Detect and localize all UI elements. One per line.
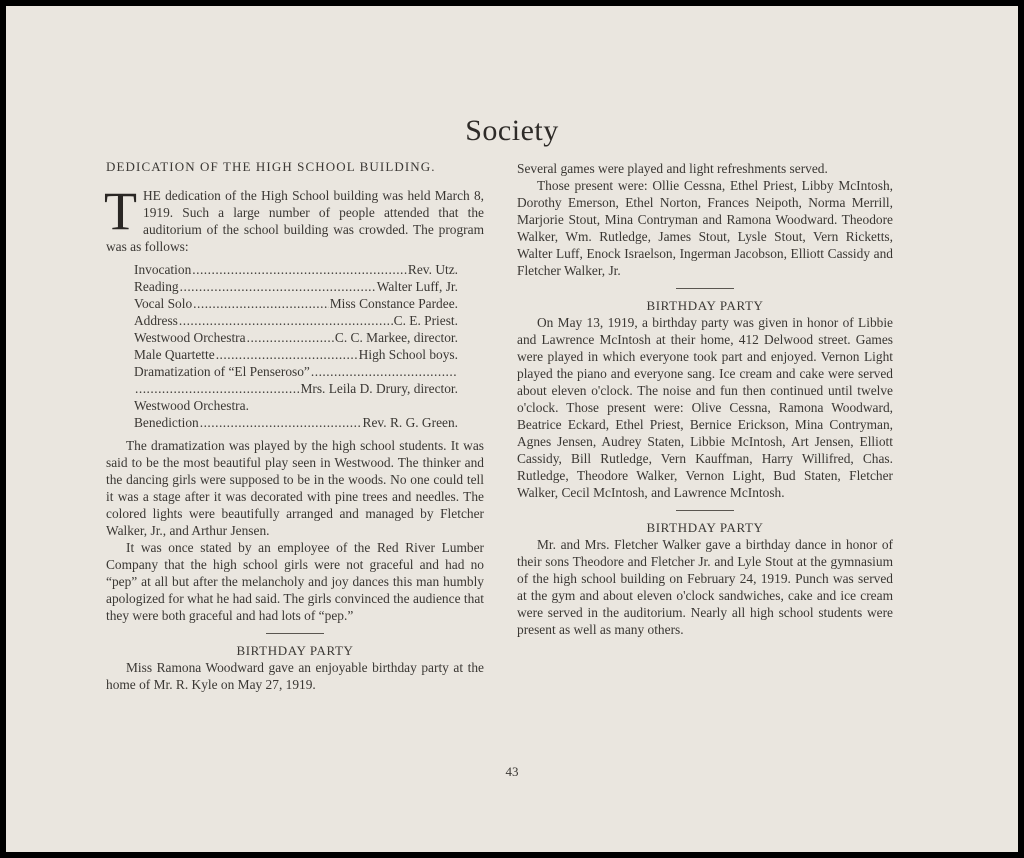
section-divider: [676, 510, 734, 511]
magazine-page: [6, 6, 1018, 852]
program-item: Invocation: [134, 262, 192, 277]
program-item: Vocal Solo: [134, 296, 193, 311]
program-performer: High School boys.: [358, 347, 458, 362]
dedication-intro: [104, 181, 484, 255]
program-item: Male Quartette: [134, 347, 215, 362]
dedication-intro-text: HE dedication of the High School building was held March 8, 1919. Such a large number of people attended that the auditorium of the school building was crowded. The program was as follows:: [106, 188, 484, 254]
program-row: [134, 380, 458, 397]
program-row: [134, 295, 458, 312]
birthday-heading-walker: BIRTHDAY PARTY: [646, 520, 764, 535]
paragraph-continued: Several games were played and light refreshments served.: [517, 161, 828, 176]
program-item: Reading: [134, 279, 179, 294]
program-row: [134, 414, 458, 431]
program-row: [134, 312, 458, 329]
section-divider: [676, 288, 734, 289]
paragraph-present-list: Those present were: Ollie Cessna, Ethel Priest, Libby McIntosh, Dorothy Emerson, Ethel Norton, Frances Neipoth, Norma Merrill, Marjorie Stout, Mina Contryman and Ramona Woodward. Theodore Walker, Wm. Rutledge, James Stout, Lysle Stout, Vern Ricketts, Walter Luff, Enock Israelson, Ingerman Jacobson, Elliott Cassidy and Fletcher Walker, Jr.: [517, 178, 893, 278]
program-performer: Rev. R. G. Green.: [362, 415, 458, 430]
left-column: [106, 158, 484, 693]
paragraph-dramatization: The dramatization was played by the high school students. It was said to be the most beautiful play seen in Westwood. The thinker and the dancing girls were supposed to be in the woods. No one could tell it was a stage after it was decorated with pine trees and needles. The colored lights were beautifully arranged and managed by Fletcher Walker, Jr., and Arthur Jensen.: [106, 438, 484, 538]
program-performer: C. E. Priest.: [393, 313, 458, 328]
drop-cap: T: [104, 181, 137, 241]
birthday-heading-woodward: BIRTHDAY PARTY: [236, 643, 354, 658]
program-performer: Mrs. Leila D. Drury, director.: [300, 381, 458, 396]
program-row-plain: Westwood Orchestra.: [134, 398, 249, 413]
birthday-heading-mcintosh: BIRTHDAY PARTY: [646, 298, 764, 313]
dedication-heading: DEDICATION OF THE HIGH SCHOOL BUILDING.: [106, 159, 436, 174]
program-row: [134, 278, 458, 295]
program-item: Dramatization of “El Penseroso”: [134, 364, 310, 379]
paragraph-pep: It was once stated by an employee of the Red River Lumber Company that the high school girls were not graceful and had no “pep” at all but after the melancholy and joy dances this man humbly apologized for what he had said. The girls convinced the audience that they were both graceful and had lots of “pep.”: [106, 540, 484, 623]
paragraph-woodward-party: Miss Ramona Woodward gave an enjoyable birthday party at the home of Mr. R. Kyle on May 27, 1919.: [106, 660, 484, 692]
section-divider: [266, 633, 324, 634]
program-row: [134, 261, 458, 278]
page-title: Society: [465, 114, 559, 147]
program-list: [134, 261, 458, 431]
paragraph-mcintosh-party: On May 13, 1919, a birthday party was given in honor of Libbie and Lawrence McIntosh at their home, 412 Delwood street. Games were played in which everyone took part and enjoyed. Vernon Light played the piano and everyone sang. Ice cream and cake were served about eleven o'clock. The noise and fun then continued until twelve o'clock. Those present were: Olive Cessna, Ramona Woodward, Beatrice Eckard, Ethel Priest, Bernice Erickson, Mina Contryman, Agnes Jensen, Audrey Staten, Libbie McIntosh, Art Jensen, Elliott Cassidy, Bill Rutledge, Vern Kauffman, Harry Willifred, Chas. Rutledge, Theodore Walker, Vernon Light, Bud Staten, Fletcher Walker, Cecil McIntosh, and Lawrence McIntosh.: [517, 315, 893, 500]
right-column: [517, 160, 893, 638]
program-performer: Miss Constance Pardee.: [329, 296, 458, 311]
page-number: 43: [505, 764, 519, 779]
program-performer: C. C. Markee, director.: [334, 330, 458, 345]
paragraph-walker-dance: Mr. and Mrs. Fletcher Walker gave a birthday dance in honor of their sons Theodore and Fletcher Jr. and Lyle Stout at the gymnasium of the high school building on February 24, 1919. Punch was served at the gym and about eleven o'clock sandwiches, cake and ice cream were served in the auditorium. Nearly all high school students were present as well as many others.: [517, 537, 893, 637]
program-row: [134, 346, 458, 363]
program-item: Westwood Orchestra: [134, 330, 246, 345]
program-row: [134, 363, 458, 380]
program-item: Benediction: [134, 415, 199, 430]
program-performer: Rev. Utz.: [407, 262, 458, 277]
program-performer: Walter Luff, Jr.: [376, 279, 458, 294]
program-row: [134, 329, 458, 346]
program-item: Address: [134, 313, 178, 328]
